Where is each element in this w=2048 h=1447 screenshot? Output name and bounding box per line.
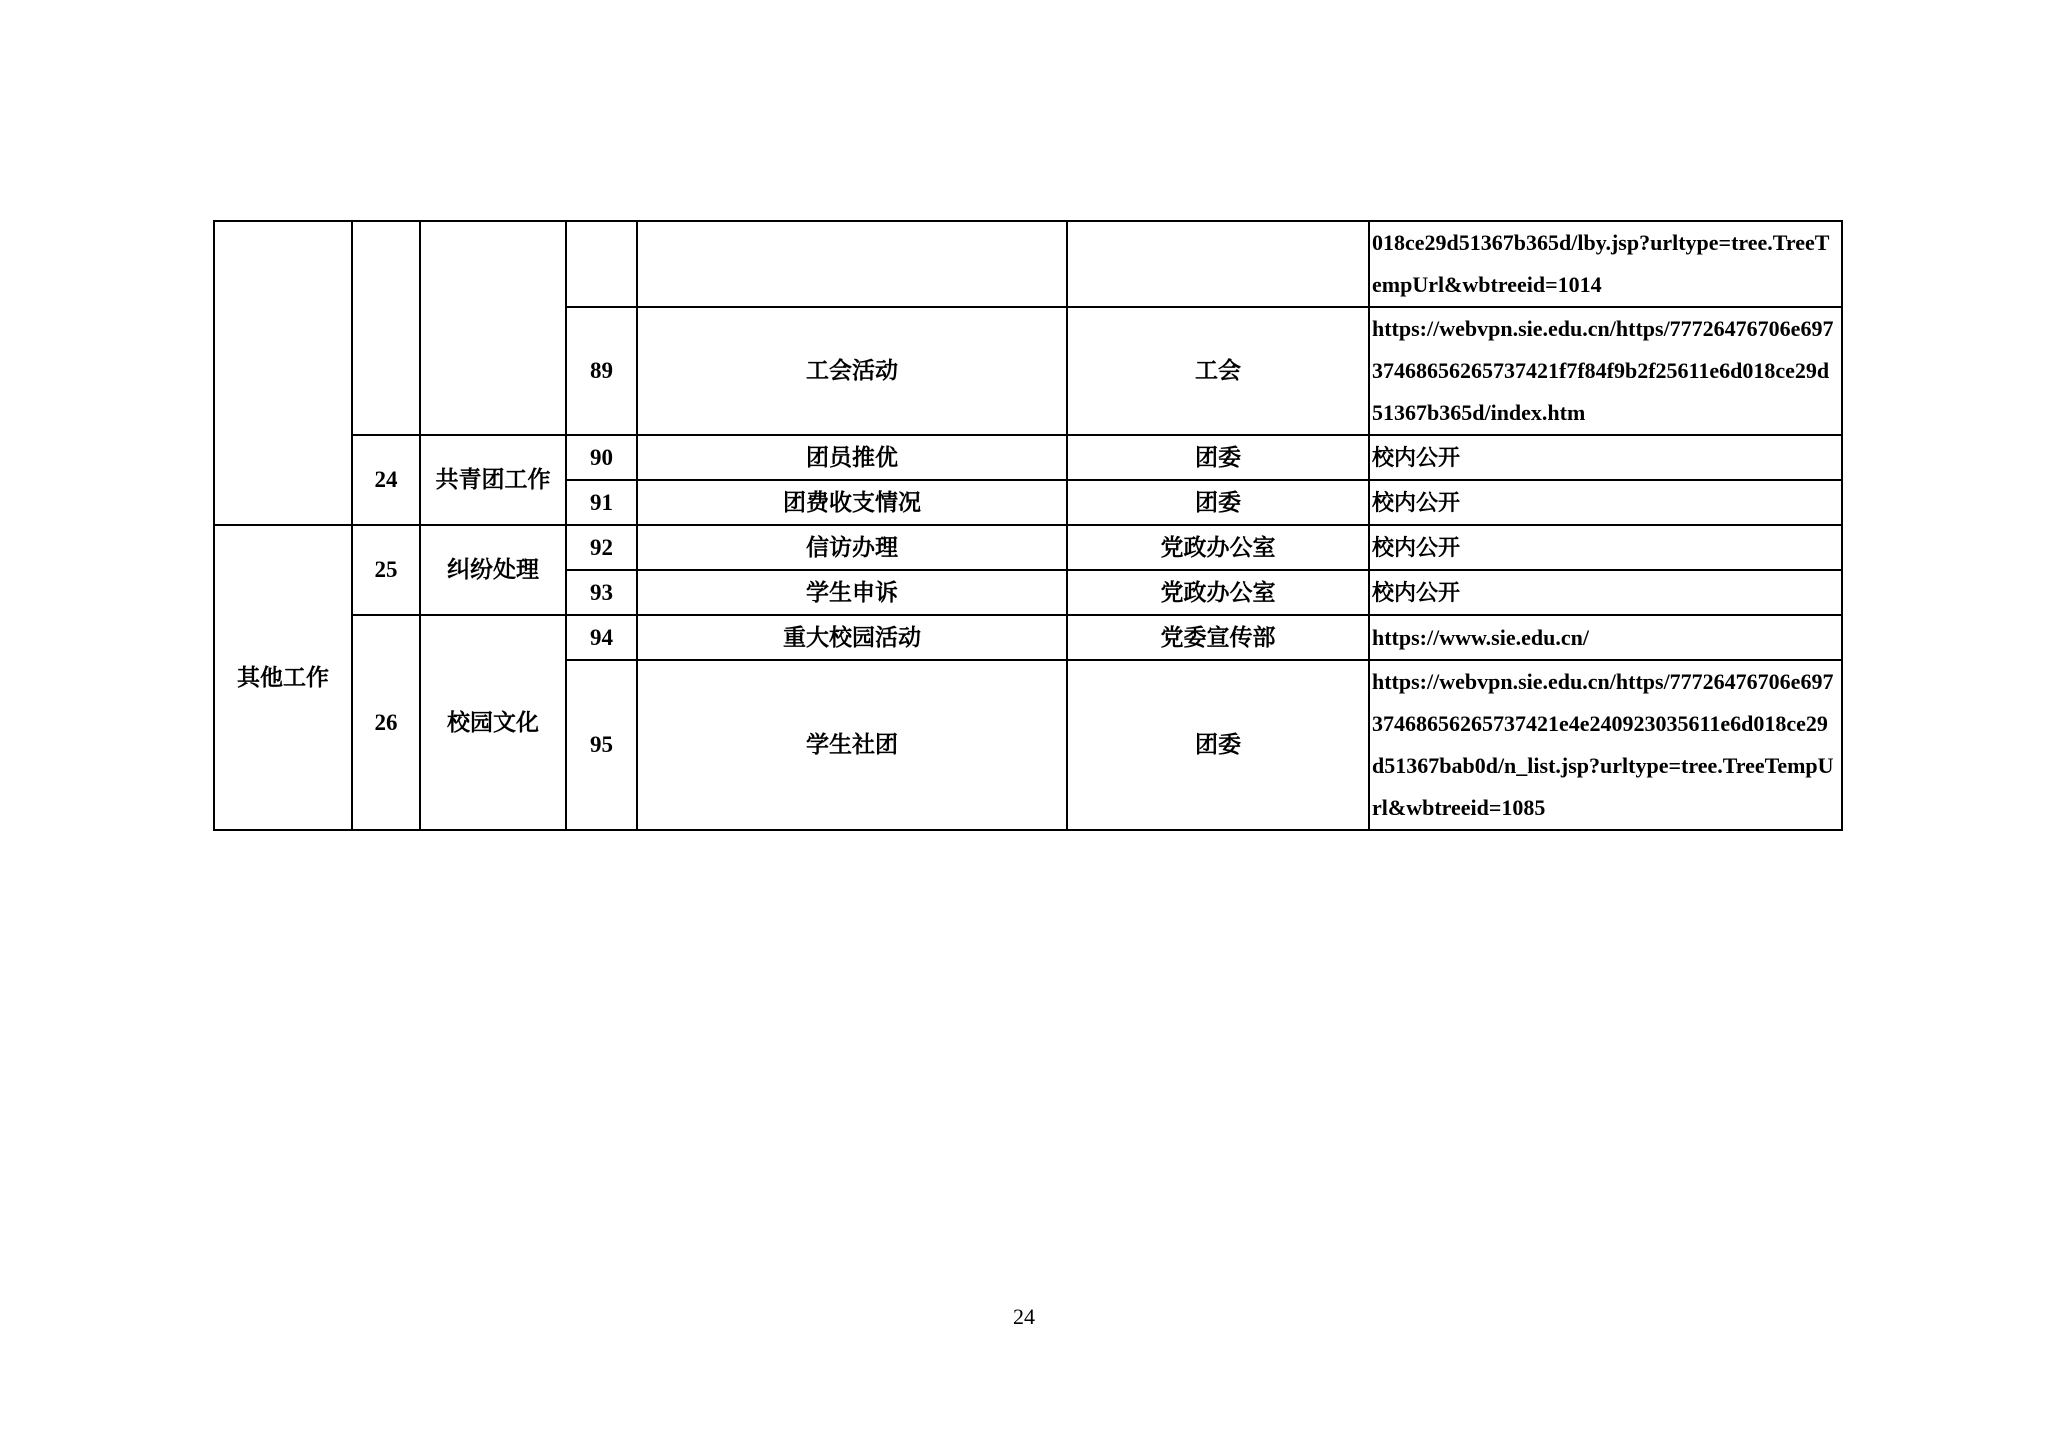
department-cell: 党政办公室 bbox=[1067, 525, 1369, 570]
section-number-cell: 24 bbox=[352, 435, 420, 525]
table-row bbox=[214, 615, 1842, 660]
section-number-cell-continued bbox=[352, 221, 420, 435]
section-name-cell: 共青团工作 bbox=[420, 435, 566, 525]
link-cell: 校内公开 bbox=[1369, 435, 1842, 480]
disclosure-table bbox=[213, 220, 1843, 831]
row-number-cell: 93 bbox=[566, 570, 637, 615]
item-cell: 学生社团 bbox=[637, 660, 1067, 830]
page-number: 24 bbox=[1013, 1304, 1035, 1329]
row-number-cell: 94 bbox=[566, 615, 637, 660]
section-name-cell: 纠纷处理 bbox=[420, 525, 566, 615]
category-cell-continued bbox=[214, 221, 352, 525]
table-row bbox=[214, 221, 1842, 307]
row-number-cell: 90 bbox=[566, 435, 637, 480]
item-cell: 重大校园活动 bbox=[637, 615, 1067, 660]
row-number-cell: 92 bbox=[566, 525, 637, 570]
section-number-cell: 25 bbox=[352, 525, 420, 615]
item-cell: 团费收支情况 bbox=[637, 480, 1067, 525]
link-cell: 018ce29d51367b365d/lby.jsp?urltype=tree.TreeTempUrl&wbtreeid=1014 bbox=[1369, 221, 1842, 307]
section-name-cell: 校园文化 bbox=[420, 615, 566, 830]
item-cell: 信访办理 bbox=[637, 525, 1067, 570]
department-cell: 工会 bbox=[1067, 307, 1369, 435]
item-cell: 团员推优 bbox=[637, 435, 1067, 480]
link-cell: 校内公开 bbox=[1369, 480, 1842, 525]
department-cell bbox=[1067, 221, 1369, 307]
row-number-cell: 89 bbox=[566, 307, 637, 435]
department-cell: 团委 bbox=[1067, 660, 1369, 830]
table-row bbox=[214, 525, 1842, 570]
link-cell: https://www.sie.edu.cn/ bbox=[1369, 615, 1842, 660]
category-cell: 其他工作 bbox=[214, 525, 352, 830]
row-number-cell: 91 bbox=[566, 480, 637, 525]
link-cell: https://webvpn.sie.edu.cn/https/77726476706e69737468656265737421f7f84f9b2f25611e6d018ce29d51367b365d/index.htm bbox=[1369, 307, 1842, 435]
section-name-cell-continued bbox=[420, 221, 566, 435]
department-cell: 党政办公室 bbox=[1067, 570, 1369, 615]
department-cell: 团委 bbox=[1067, 480, 1369, 525]
table-row bbox=[214, 435, 1842, 480]
section-number-cell: 26 bbox=[352, 615, 420, 830]
department-cell: 团委 bbox=[1067, 435, 1369, 480]
item-cell bbox=[637, 221, 1067, 307]
row-number-cell: 95 bbox=[566, 660, 637, 830]
link-cell: 校内公开 bbox=[1369, 525, 1842, 570]
department-cell: 党委宣传部 bbox=[1067, 615, 1369, 660]
item-cell: 工会活动 bbox=[637, 307, 1067, 435]
row-number-cell bbox=[566, 221, 637, 307]
link-cell: https://webvpn.sie.edu.cn/https/77726476706e69737468656265737421e4e240923035611e6d018ce29d51367bab0d/n_list.jsp?urltype=tree.TreeTempUrl&wbtreeid=1085 bbox=[1369, 660, 1842, 830]
link-cell: 校内公开 bbox=[1369, 570, 1842, 615]
item-cell: 学生申诉 bbox=[637, 570, 1067, 615]
